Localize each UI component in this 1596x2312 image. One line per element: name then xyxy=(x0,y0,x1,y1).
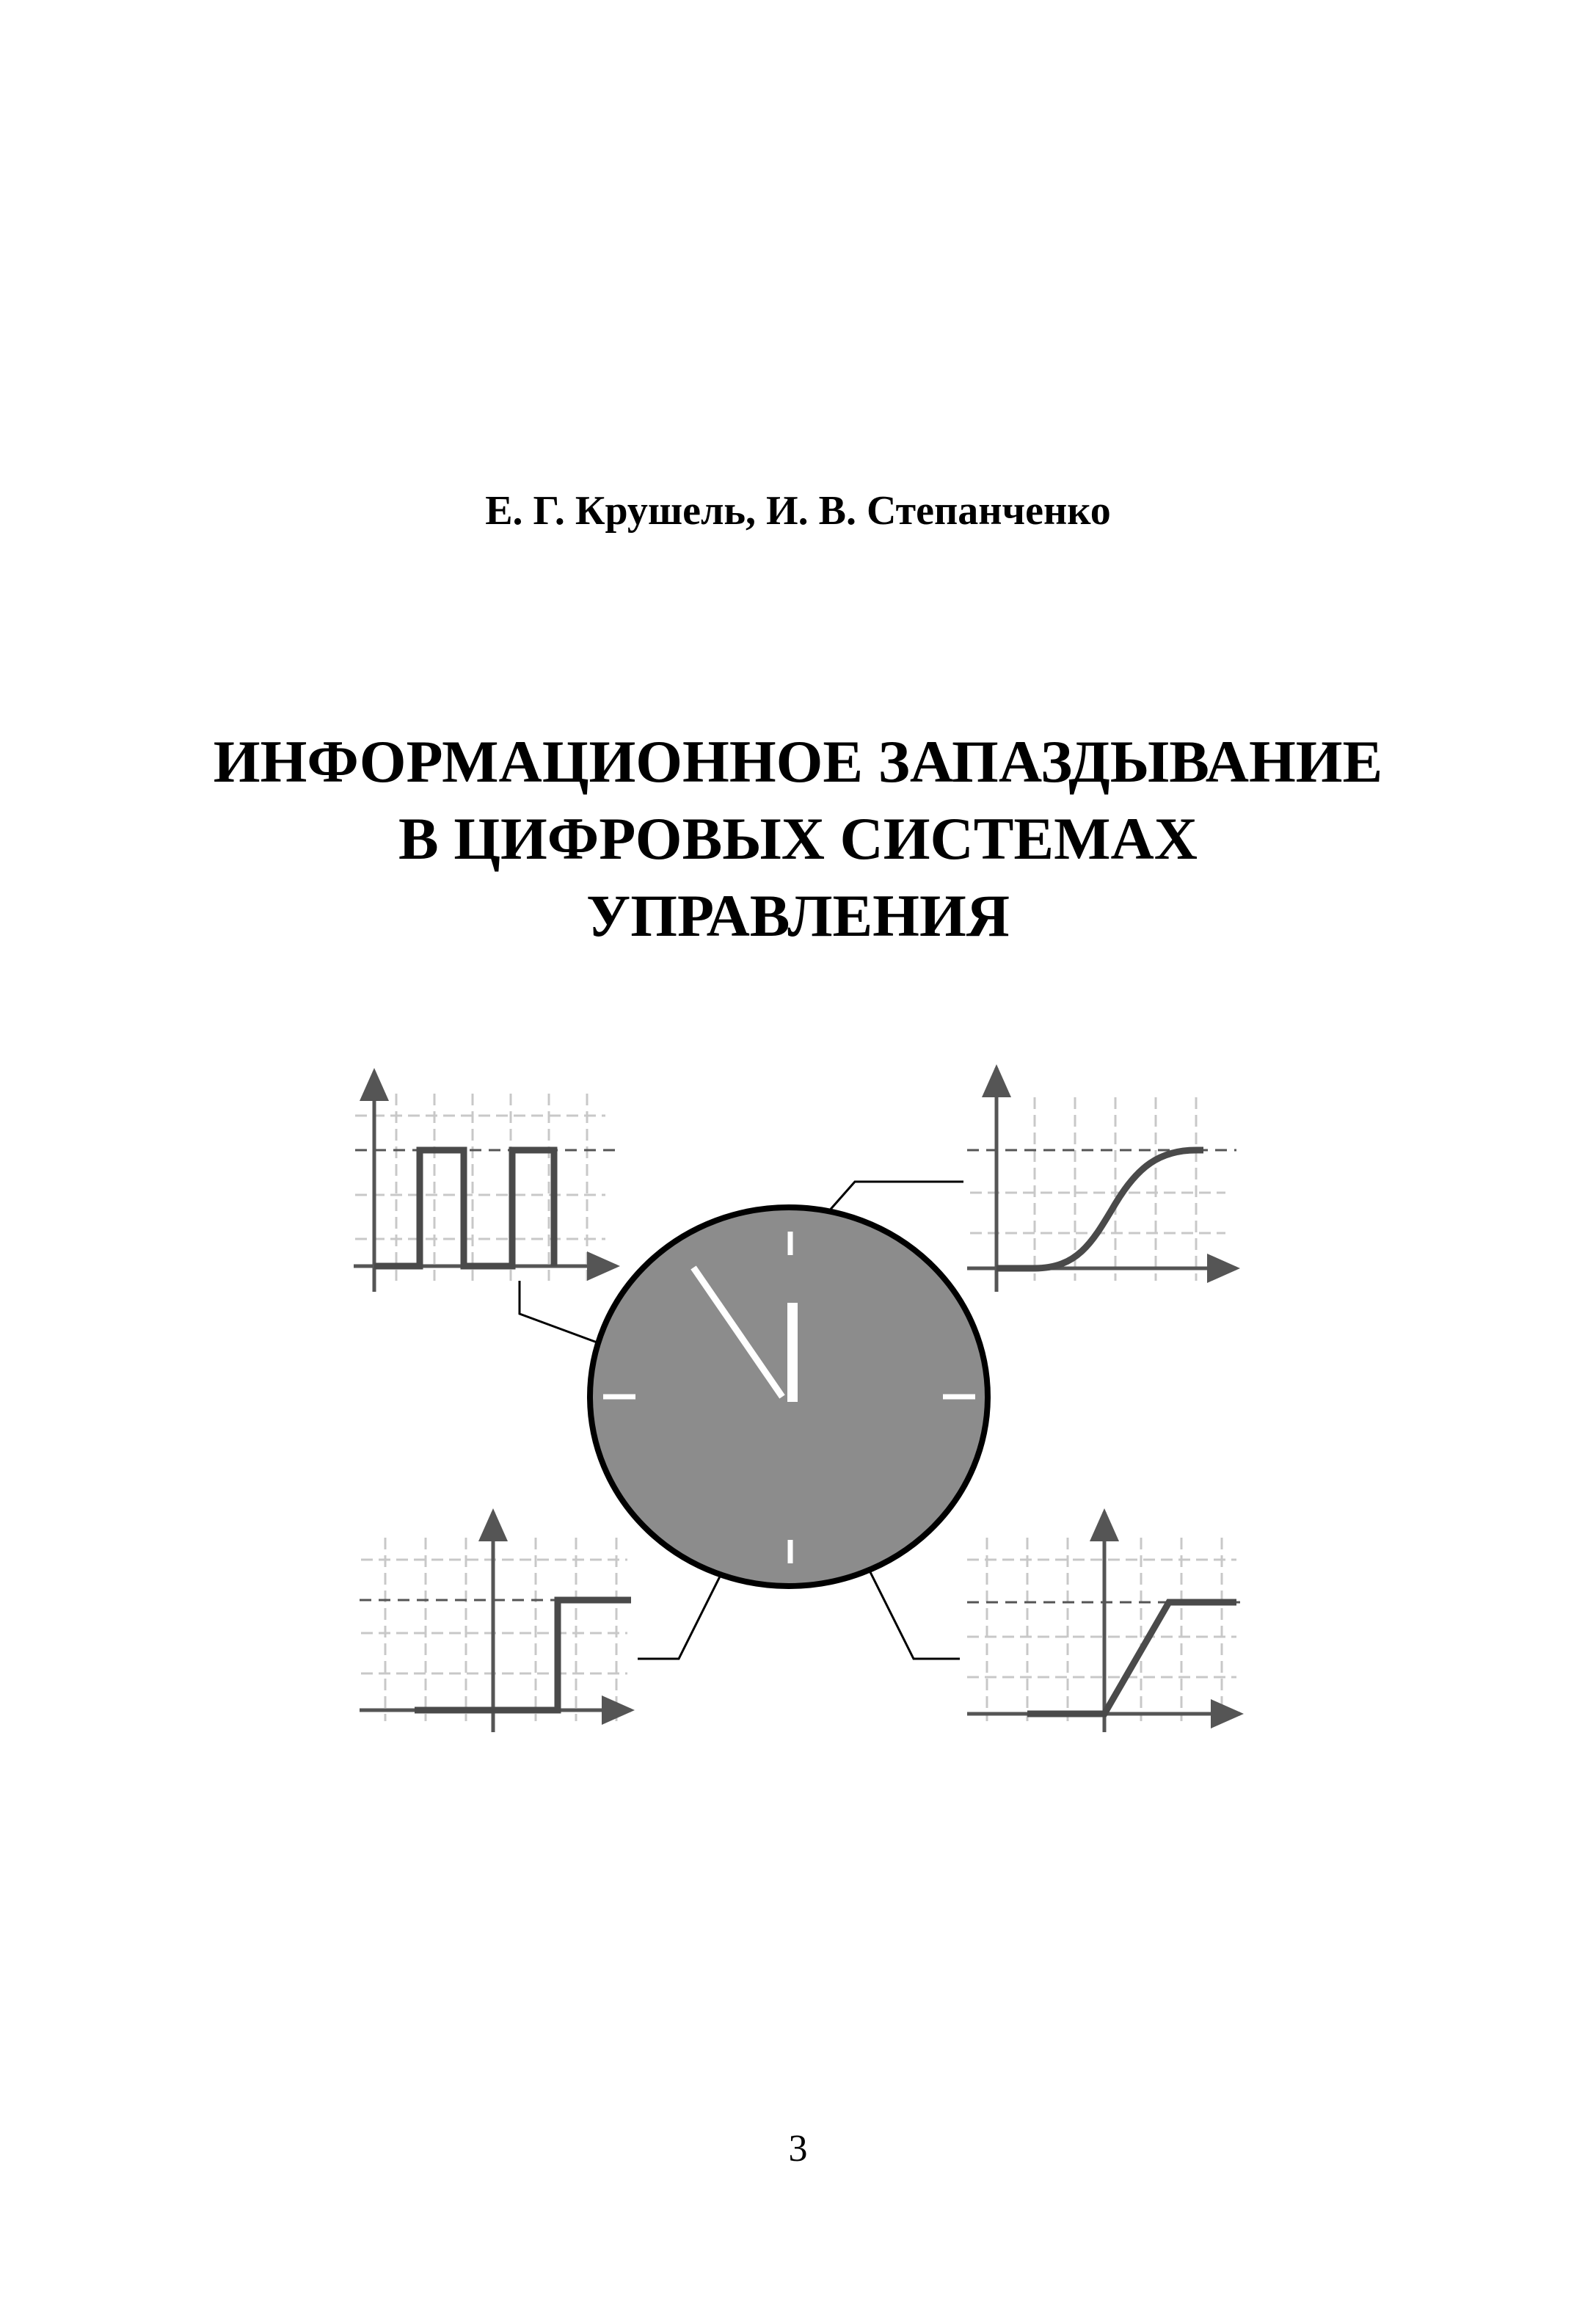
grid xyxy=(355,1094,605,1281)
pulse-train-graph xyxy=(354,1072,620,1292)
grid xyxy=(967,1538,1236,1721)
pulse-signal xyxy=(374,1150,554,1266)
leader-bottom-right xyxy=(866,1563,960,1659)
page-number: 3 xyxy=(788,2128,808,2170)
grid xyxy=(970,1097,1225,1281)
title-line-1: ИНФОРМАЦИОННОЕ ЗАПАЗДЫВАНИЕ xyxy=(213,728,1383,795)
step-signal xyxy=(415,1600,631,1710)
authors-line: Е. Г. Крушель, И. В. Степанченко xyxy=(485,488,1111,534)
clock-icon xyxy=(590,1207,988,1586)
title-line-2: В ЦИФРОВЫХ СИСТЕМАХ xyxy=(398,805,1198,872)
ramp-signal xyxy=(1027,1602,1236,1714)
ramp-graph xyxy=(967,1512,1240,1732)
s-curve-signal xyxy=(996,1150,1203,1268)
leader-bottom-left xyxy=(638,1563,726,1659)
s-curve-graph xyxy=(967,1068,1236,1292)
title-line-3: УПРАВЛЕНИЯ xyxy=(586,882,1010,949)
step-graph xyxy=(360,1512,631,1732)
